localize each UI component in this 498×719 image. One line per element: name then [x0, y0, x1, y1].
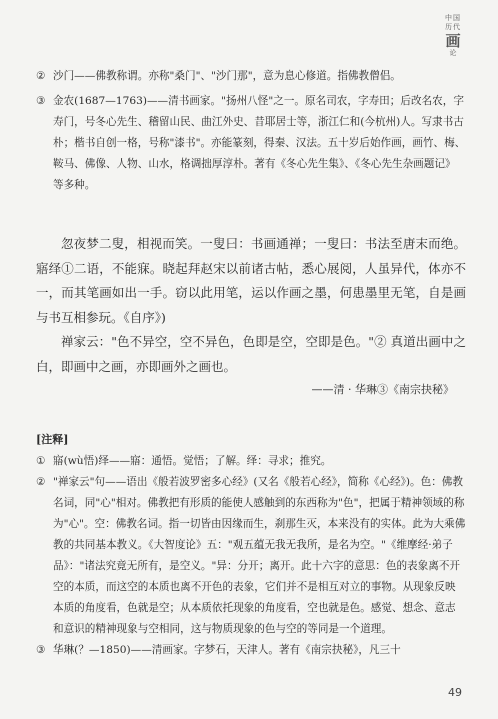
annotation-text: "禅家云"句——语出《般若波罗密多心经》(又名《般若心经》，简称《心经》)。色：佛教名词，同"心"相对。佛教把有形质的能使人感触到的东西称为"色"，把属于精神领域的称为"心"。空：佛教名词。指一切皆由因缘而生，刹那生灭，本来没有的实体。此为大乘佛教的共同基本教义。《大智度论》五："观五蕴无我无我所，是名为空。"《维摩经·弟子品》："诸法究竟无所有，是空义。"异：分开；离开。此十六字的意思：色的表象离不开空的本质，而这空的本质也离不开色的表象，它们并不是相互对立的事物。从现象反映本质的角度看，色就是空；从本质依托现象的角度看，空也就是色。感觉、想念、意志和意识的精神现象与空相同，这与物质现象的色与空的等同是一个道理。 — [53, 476, 466, 635]
annotation-number: ③ — [36, 644, 46, 656]
page-number: 49 — [448, 686, 462, 699]
top-note — [36, 66, 466, 87]
annotation-item — [36, 472, 466, 640]
note-text: 金农(1687—1763)——清书画家。"扬州八怪"之一。原名司农，字寿田；后改名农，字寿门，号冬心先生、稽留山民、曲江外史、昔耶居士等，浙江仁和(今杭州)人。写隶书古朴；楷书自创一格，号称"漆书"。亦能篆刻，得秦、汉法。五十岁后始作画，画竹、梅、鞍马、佛像、人物、山水，格调拙厚淳朴。著有《冬心先生集》、《冬心先生杂画题记》等多种。 — [53, 95, 466, 191]
top-note — [36, 91, 466, 196]
annotations — [36, 430, 466, 661]
series-mark-line4: 论 — [449, 49, 457, 57]
main-paragraph: 禅家云："色不异空，空不异色，色即是空，空即是色。"② 真道出画中之白，即画中之画，亦即画外之画也。 — [36, 334, 466, 374]
annotation-text: 华琳(？—1850)——清画家。字梦石，天津人。著有《南宗抉秘》，凡三十 — [53, 644, 401, 656]
annotation-item — [36, 640, 466, 661]
note-text: 沙门——佛教称谓。亦称"桑门"、"沙门那"，意为息心修道。指佛教僧侣。 — [53, 70, 401, 82]
top-notes — [36, 66, 466, 196]
main-text — [36, 232, 466, 401]
source-attribution: ——清 · 华琳③《南宗抉秘》 — [311, 383, 454, 396]
series-mark-line3: 画 — [445, 32, 461, 50]
annotation-text: 寤(wù悟)绎——寤：通悟。觉悟；了解。绎：寻求；推究。 — [53, 455, 332, 467]
annotation-item — [36, 451, 466, 472]
annotation-number: ② — [36, 476, 46, 488]
note-number: ③ — [36, 95, 46, 107]
annotation-number: ① — [36, 455, 46, 467]
series-mark-line2: 历代 — [445, 23, 461, 31]
annotations-heading: [注释] — [36, 433, 69, 446]
main-paragraph: 忽夜梦二叟，相视而笑。一叟曰：书画通禅；一叟曰：书法至唐末而绝。寤绎①二语，不能寐。晓起拜赵宋以前诸古帖，悉心展阅，人虽异代，体亦不一，而其笔画如出一手。窃以此用笔，运以作画之墨，何患墨里无笔，自是画与书互相参玩。《自序》) — [36, 236, 466, 325]
series-mark-line1: 中国 — [445, 14, 461, 22]
series-mark — [432, 14, 474, 57]
note-number: ② — [36, 70, 46, 82]
